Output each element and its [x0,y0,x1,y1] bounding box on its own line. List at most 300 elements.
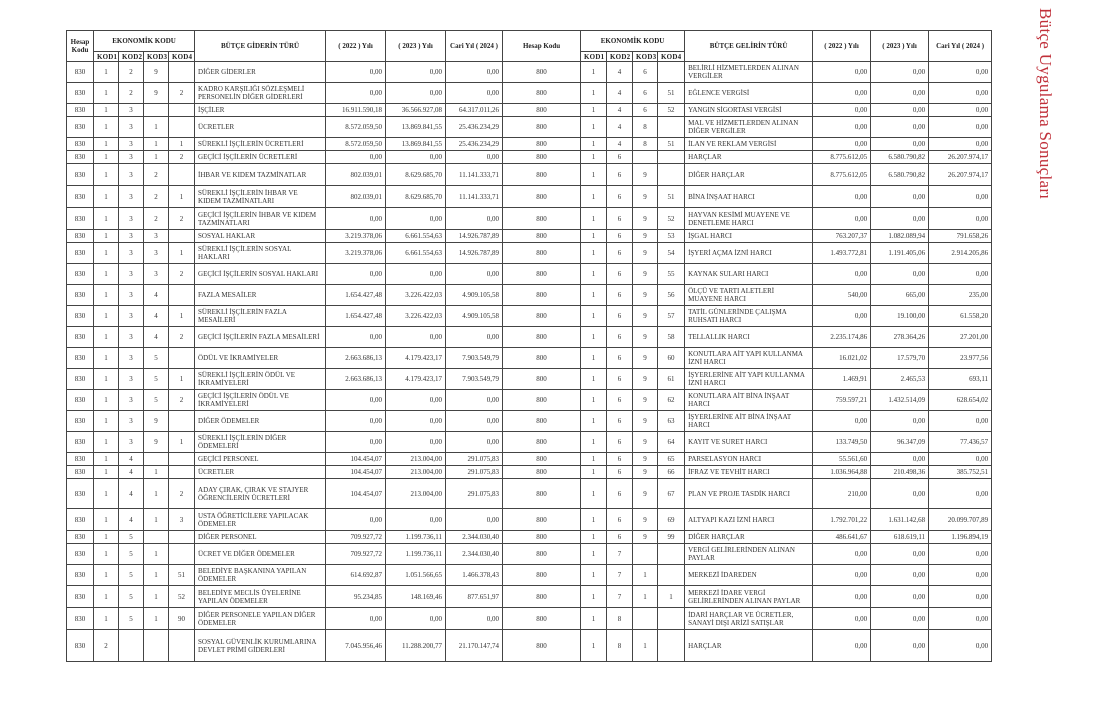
table-row [67,453,992,466]
kod2-cell: 3 [119,390,144,411]
table-row [67,630,992,662]
gelir-2022-cell: 1.493.772,81 [813,243,871,264]
kod2-cell: 3 [119,151,144,164]
gelir-2023-cell: 665,00 [871,285,929,306]
kod3-cell: 5 [144,369,169,390]
hesap-kodu-right-cell: 800 [503,306,581,327]
gelir-2022-cell: 8.775.612,05 [813,151,871,164]
kod4-cell [169,630,195,662]
gelir-turu-cell: TATİL GÜNLERİNDE ÇALIŞMA RUHSATI HARCI [685,306,813,327]
kod2-cell: 4 [119,479,144,509]
gelir-kod3-cell: 9 [633,466,658,479]
gelir-kod1-cell: 1 [581,531,607,544]
gider-2023-cell: 1.051.566,65 [386,565,446,586]
gelir-cari-cell: 27.201,00 [929,327,992,348]
gelir-kod1-cell: 1 [581,306,607,327]
gider-cari-cell: 21.170.147,74 [446,630,503,662]
kod1-cell: 1 [94,509,119,531]
kod1-cell: 1 [94,285,119,306]
gider-2022-cell: 0,00 [326,62,386,83]
gelir-kod4-cell: 52 [658,208,685,230]
gider-turu-cell: SÜREKLİ İŞÇİLERİN ÜCRETLERİ [195,138,326,151]
hesap-kodu-cell: 830 [67,509,94,531]
kod2-cell: 3 [119,348,144,369]
gelir-2022-cell: 486.641,67 [813,531,871,544]
table-row [67,151,992,164]
gelir-kod2-cell: 6 [607,327,633,348]
kod1-cell: 1 [94,164,119,186]
gelir-kod4-cell: 61 [658,369,685,390]
gelir-kod3-cell [633,608,658,630]
hesap-kodu-cell: 830 [67,208,94,230]
gelir-kod2-cell: 6 [607,411,633,432]
kod1-cell: 1 [94,466,119,479]
kod4-cell: 90 [169,608,195,630]
gelir-turu-cell: DİĞER HARÇLAR [685,164,813,186]
gider-2022-cell: 8.572.059,50 [326,117,386,138]
gelir-2023-cell: 210.498,36 [871,466,929,479]
gelir-kod3-cell: 1 [633,565,658,586]
kod1-cell: 1 [94,390,119,411]
hesap-kodu-right-cell: 800 [503,230,581,243]
gelir-2022-cell: 0,00 [813,544,871,565]
gelir-kod2-cell: 7 [607,586,633,608]
gider-turu-cell: SÜREKLİ İŞÇİLERİN FAZLA MESAİLERİ [195,306,326,327]
gider-2022-cell: 3.219.378,06 [326,230,386,243]
gider-turu-cell: DİĞER PERSONELE YAPILAN DİĞER ÖDEMELER [195,608,326,630]
kod1-cell: 1 [94,243,119,264]
gelir-kod1-cell: 1 [581,348,607,369]
hesap-kodu-right-cell: 800 [503,348,581,369]
header-kod1-left: KOD1 [94,52,119,62]
kod4-cell [169,164,195,186]
gider-turu-cell: DİĞER PERSONEL [195,531,326,544]
hesap-kodu-cell: 830 [67,411,94,432]
gelir-2022-cell: 133.749,50 [813,432,871,453]
hesap-kodu-cell: 830 [67,586,94,608]
gelir-kod3-cell: 9 [633,369,658,390]
gelir-kod1-cell: 1 [581,243,607,264]
gelir-kod1-cell: 1 [581,630,607,662]
hesap-kodu-right-cell: 800 [503,327,581,348]
kod4-cell [169,453,195,466]
gelir-2022-cell: 0,00 [813,630,871,662]
gelir-kod1-cell: 1 [581,432,607,453]
table-row [67,608,992,630]
gider-cari-cell: 25.436.234,29 [446,117,503,138]
gelir-turu-cell: BELİRLİ HİZMETLERDEN ALINAN VERGİLER [685,62,813,83]
gider-2022-cell: 1.654.427,48 [326,306,386,327]
kod4-cell: 52 [169,586,195,608]
hesap-kodu-right-cell: 800 [503,151,581,164]
kod2-cell: 4 [119,453,144,466]
gelir-kod4-cell: 62 [658,390,685,411]
gelir-cari-cell: 0,00 [929,544,992,565]
gelir-kod2-cell: 6 [607,348,633,369]
gelir-kod3-cell: 6 [633,83,658,104]
kod2-cell: 3 [119,306,144,327]
gelir-cari-cell: 385.752,51 [929,466,992,479]
header-hesap-kodu-right: Hesap Kodu [503,31,581,62]
hesap-kodu-right-cell: 800 [503,390,581,411]
gelir-turu-cell: İŞGAL HARCI [685,230,813,243]
gelir-kod1-cell: 1 [581,230,607,243]
gider-cari-cell: 291.075,83 [446,466,503,479]
gelir-2022-cell: 0,00 [813,565,871,586]
hesap-kodu-cell: 830 [67,230,94,243]
table-row [67,285,992,306]
hesap-kodu-cell: 830 [67,565,94,586]
gelir-turu-cell: ÖLÇÜ VE TARTI ALETLERİ MUAYENE HARCI [685,285,813,306]
kod2-cell: 3 [119,243,144,264]
kod3-cell: 2 [144,186,169,208]
gider-2022-cell: 802.039,01 [326,164,386,186]
hesap-kodu-cell: 830 [67,608,94,630]
gelir-kod4-cell: 99 [658,531,685,544]
header-cari-left: Cari Yıl ( 2024 ) [446,31,503,62]
header-kod4-left: KOD4 [169,52,195,62]
gelir-kod4-cell: 52 [658,104,685,117]
budget-table [66,30,992,662]
gelir-2023-cell: 0,00 [871,479,929,509]
gider-2023-cell: 213.004,00 [386,479,446,509]
gider-2022-cell: 0,00 [326,390,386,411]
gider-turu-cell: FAZLA MESAİLER [195,285,326,306]
kod2-cell: 3 [119,117,144,138]
gider-2023-cell: 0,00 [386,62,446,83]
gelir-kod3-cell [633,544,658,565]
gelir-cari-cell: 1.196.894,19 [929,531,992,544]
header-hesap-kodu: Hesap Kodu [67,31,94,62]
header-kod2-left: KOD2 [119,52,144,62]
gelir-kod4-cell [658,630,685,662]
gelir-cari-cell: 20.099.707,89 [929,509,992,531]
gelir-kod3-cell: 6 [633,62,658,83]
gelir-2023-cell: 0,00 [871,104,929,117]
gelir-2022-cell: 763.207,37 [813,230,871,243]
gelir-turu-cell: PLAN VE PROJE TASDİK HARCI [685,479,813,509]
gelir-kod3-cell: 9 [633,432,658,453]
gelir-kod3-cell: 9 [633,531,658,544]
gelir-kod2-cell: 6 [607,466,633,479]
table-row [67,466,992,479]
gelir-kod4-cell [658,565,685,586]
gider-2023-cell: 4.179.423,17 [386,369,446,390]
gelir-kod1-cell: 1 [581,608,607,630]
kod3-cell: 3 [144,230,169,243]
gelir-kod4-cell: 65 [658,453,685,466]
gider-cari-cell: 2.344.030,40 [446,544,503,565]
gider-2022-cell: 95.234,85 [326,586,386,608]
gelir-2023-cell: 1.191.405,06 [871,243,929,264]
hesap-kodu-cell: 830 [67,62,94,83]
gelir-kod3-cell: 9 [633,453,658,466]
gelir-kod3-cell: 9 [633,306,658,327]
kod4-cell: 1 [169,138,195,151]
gelir-2022-cell: 55.561,60 [813,453,871,466]
gelir-kod1-cell: 1 [581,62,607,83]
hesap-kodu-right-cell: 800 [503,138,581,151]
kod4-cell [169,117,195,138]
kod3-cell: 1 [144,586,169,608]
gelir-2023-cell: 96.347,09 [871,432,929,453]
gelir-kod4-cell: 69 [658,509,685,531]
kod1-cell: 1 [94,306,119,327]
table-row [67,264,992,285]
hesap-kodu-right-cell: 800 [503,466,581,479]
gelir-kod4-cell: 1 [658,586,685,608]
gelir-2023-cell: 6.580.790,82 [871,164,929,186]
hesap-kodu-cell: 830 [67,83,94,104]
header-2023-left: ( 2023 ) Yılı [386,31,446,62]
gelir-kod2-cell: 6 [607,243,633,264]
gelir-turu-cell: İŞYERLERİNE AİT BİNA İNŞAAT HARCI [685,411,813,432]
gelir-kod3-cell: 9 [633,479,658,509]
hesap-kodu-right-cell: 800 [503,264,581,285]
kod4-cell [169,285,195,306]
gelir-2022-cell: 759.597,21 [813,390,871,411]
hesap-kodu-right-cell: 800 [503,565,581,586]
gelir-2022-cell: 540,00 [813,285,871,306]
gider-2023-cell: 213.004,00 [386,466,446,479]
gelir-kod4-cell: 51 [658,138,685,151]
table-row [67,164,992,186]
gelir-kod4-cell: 51 [658,83,685,104]
header-kod1-right: KOD1 [581,52,607,62]
gelir-turu-cell: EĞLENCE VERGİSİ [685,83,813,104]
gider-2022-cell: 1.654.427,48 [326,285,386,306]
gelir-kod2-cell: 6 [607,390,633,411]
kod1-cell: 1 [94,369,119,390]
gider-cari-cell: 4.909.105,58 [446,285,503,306]
gelir-kod4-cell: 67 [658,479,685,509]
gelir-2023-cell: 1.432.514,09 [871,390,929,411]
hesap-kodu-cell: 830 [67,630,94,662]
gelir-kod3-cell: 9 [633,509,658,531]
gelir-kod2-cell: 6 [607,230,633,243]
gider-turu-cell: ADAY ÇIRAK, ÇIRAK VE STAJYER ÖĞRENCİLERİN ÜCRETLERİ [195,479,326,509]
gelir-kod1-cell: 1 [581,327,607,348]
gider-2022-cell: 709.927,72 [326,544,386,565]
gider-2023-cell: 6.661.554,63 [386,243,446,264]
gelir-2023-cell: 0,00 [871,586,929,608]
kod3-cell: 1 [144,544,169,565]
gider-turu-cell: KADRO KARŞILIĞI SÖZLEŞMELİ PERSONELİN DİĞER GİDERLERİ [195,83,326,104]
hesap-kodu-cell: 830 [67,151,94,164]
kod3-cell: 3 [144,264,169,285]
gider-2022-cell: 0,00 [326,327,386,348]
gelir-2023-cell: 0,00 [871,453,929,466]
hesap-kodu-right-cell: 800 [503,243,581,264]
gelir-cari-cell: 0,00 [929,479,992,509]
gider-cari-cell: 0,00 [446,608,503,630]
hesap-kodu-cell: 830 [67,285,94,306]
gelir-2022-cell: 0,00 [813,411,871,432]
gider-cari-cell: 4.909.105,58 [446,306,503,327]
kod1-cell: 1 [94,104,119,117]
hesap-kodu-right-cell: 800 [503,453,581,466]
gider-2023-cell: 0,00 [386,608,446,630]
hesap-kodu-right-cell: 800 [503,479,581,509]
gelir-kod4-cell [658,151,685,164]
hesap-kodu-right-cell: 800 [503,208,581,230]
gelir-2022-cell: 0,00 [813,586,871,608]
gider-2022-cell: 16.911.590,18 [326,104,386,117]
kod4-cell: 2 [169,83,195,104]
gider-2023-cell: 0,00 [386,151,446,164]
gelir-turu-cell: BİNA İNŞAAT HARCI [685,186,813,208]
gelir-kod4-cell [658,164,685,186]
gelir-2022-cell: 0,00 [813,208,871,230]
hesap-kodu-cell: 830 [67,453,94,466]
kod2-cell: 3 [119,186,144,208]
gelir-kod2-cell: 4 [607,117,633,138]
hesap-kodu-right-cell: 800 [503,608,581,630]
gelir-kod1-cell: 1 [581,544,607,565]
kod3-cell: 4 [144,306,169,327]
gider-2023-cell: 4.179.423,17 [386,348,446,369]
table-row [67,208,992,230]
gelir-2022-cell: 0,00 [813,306,871,327]
gider-turu-cell: SÜREKLİ İŞÇİLERİN DİĞER ÖDEMELERİ [195,432,326,453]
table-row [67,544,992,565]
gider-turu-cell: SÜREKLİ İŞÇİLERİN İHBAR VE KIDEM TAZMİNATLARI [195,186,326,208]
kod2-cell: 3 [119,104,144,117]
table-row [67,83,992,104]
gelir-kod1-cell: 1 [581,479,607,509]
gelir-2023-cell: 0,00 [871,117,929,138]
header-2023-right: ( 2023 ) Yılı [871,31,929,62]
gelir-2022-cell: 2.235.174,86 [813,327,871,348]
kod2-cell: 2 [119,62,144,83]
gider-2022-cell: 0,00 [326,208,386,230]
gelir-2023-cell: 6.580.790,82 [871,151,929,164]
gelir-kod2-cell: 6 [607,432,633,453]
kod1-cell: 1 [94,264,119,285]
gelir-turu-cell: İLAN VE REKLAM VERGİSİ [685,138,813,151]
header-kod4-right: KOD4 [658,52,685,62]
kod3-cell: 5 [144,348,169,369]
gelir-kod4-cell [658,608,685,630]
gelir-kod3-cell: 9 [633,230,658,243]
gelir-turu-cell: YANGIN SİGORTASI VERGİSİ [685,104,813,117]
kod3-cell [144,104,169,117]
gelir-kod2-cell: 6 [607,208,633,230]
hesap-kodu-right-cell: 800 [503,531,581,544]
table-row [67,531,992,544]
gider-2023-cell: 8.629.685,70 [386,186,446,208]
kod1-cell: 1 [94,531,119,544]
gider-cari-cell: 64.317.011,26 [446,104,503,117]
hesap-kodu-right-cell: 800 [503,432,581,453]
hesap-kodu-cell: 830 [67,264,94,285]
gelir-kod4-cell [658,117,685,138]
gelir-turu-cell: HARÇLAR [685,630,813,662]
gider-cari-cell: 0,00 [446,208,503,230]
gelir-2022-cell: 0,00 [813,186,871,208]
gider-2023-cell: 8.629.685,70 [386,164,446,186]
kod2-cell: 3 [119,164,144,186]
kod2-cell: 3 [119,411,144,432]
gider-2022-cell: 7.045.956,46 [326,630,386,662]
gelir-kod2-cell: 6 [607,285,633,306]
gelir-kod2-cell: 6 [607,186,633,208]
gelir-kod3-cell: 6 [633,104,658,117]
gelir-cari-cell: 77.436,57 [929,432,992,453]
kod1-cell: 1 [94,230,119,243]
gelir-kod4-cell: 64 [658,432,685,453]
gelir-kod2-cell: 6 [607,164,633,186]
table-row [67,565,992,586]
gider-turu-cell: BELEDİYE BAŞKANINA YAPILAN ÖDEMELER [195,565,326,586]
gelir-kod1-cell: 1 [581,586,607,608]
gelir-2022-cell: 1.469,91 [813,369,871,390]
hesap-kodu-right-cell: 800 [503,586,581,608]
gelir-cari-cell: 26.207.974,17 [929,164,992,186]
gelir-2023-cell: 278.364,26 [871,327,929,348]
gelir-2022-cell: 210,00 [813,479,871,509]
gelir-kod1-cell: 1 [581,138,607,151]
gelir-kod1-cell: 1 [581,509,607,531]
gelir-kod1-cell: 1 [581,390,607,411]
gelir-turu-cell: İFRAZ VE TEVHİT HARCI [685,466,813,479]
gider-2023-cell: 0,00 [386,509,446,531]
gider-cari-cell: 0,00 [446,151,503,164]
kod3-cell: 1 [144,479,169,509]
gelir-kod2-cell: 4 [607,138,633,151]
gelir-2023-cell: 0,00 [871,83,929,104]
table-row [67,369,992,390]
gelir-2022-cell: 0,00 [813,117,871,138]
gelir-cari-cell: 0,00 [929,608,992,630]
hesap-kodu-cell: 830 [67,466,94,479]
gider-cari-cell: 2.344.030,40 [446,531,503,544]
table-row [67,348,992,369]
table-row [67,432,992,453]
hesap-kodu-right-cell: 800 [503,509,581,531]
gelir-cari-cell: 0,00 [929,208,992,230]
kod4-cell [169,466,195,479]
kod2-cell: 3 [119,369,144,390]
hesap-kodu-cell: 830 [67,390,94,411]
kod4-cell [169,531,195,544]
kod4-cell [169,62,195,83]
gelir-kod3-cell: 9 [633,285,658,306]
hesap-kodu-cell: 830 [67,432,94,453]
hesap-kodu-cell: 830 [67,544,94,565]
gider-turu-cell: GEÇİCİ İŞÇİLERİN İHBAR VE KIDEM TAZMİNATLARI [195,208,326,230]
gider-2022-cell: 0,00 [326,151,386,164]
kod1-cell: 1 [94,83,119,104]
header-cari-right: Cari Yıl ( 2024 ) [929,31,992,62]
gider-cari-cell: 11.141.333,71 [446,186,503,208]
kod1-cell: 1 [94,479,119,509]
gelir-kod4-cell: 60 [658,348,685,369]
kod3-cell: 2 [144,208,169,230]
gelir-2023-cell: 1.082.089,94 [871,230,929,243]
gider-2022-cell: 614.692,87 [326,565,386,586]
gelir-2023-cell: 19.100,00 [871,306,929,327]
table-row [67,586,992,608]
gelir-2022-cell: 0,00 [813,264,871,285]
table-row [67,138,992,151]
table-row [67,62,992,83]
gelir-kod3-cell: 9 [633,390,658,411]
gelir-cari-cell: 791.658,26 [929,230,992,243]
gider-2022-cell: 0,00 [326,608,386,630]
gider-2022-cell: 0,00 [326,411,386,432]
kod2-cell: 5 [119,608,144,630]
